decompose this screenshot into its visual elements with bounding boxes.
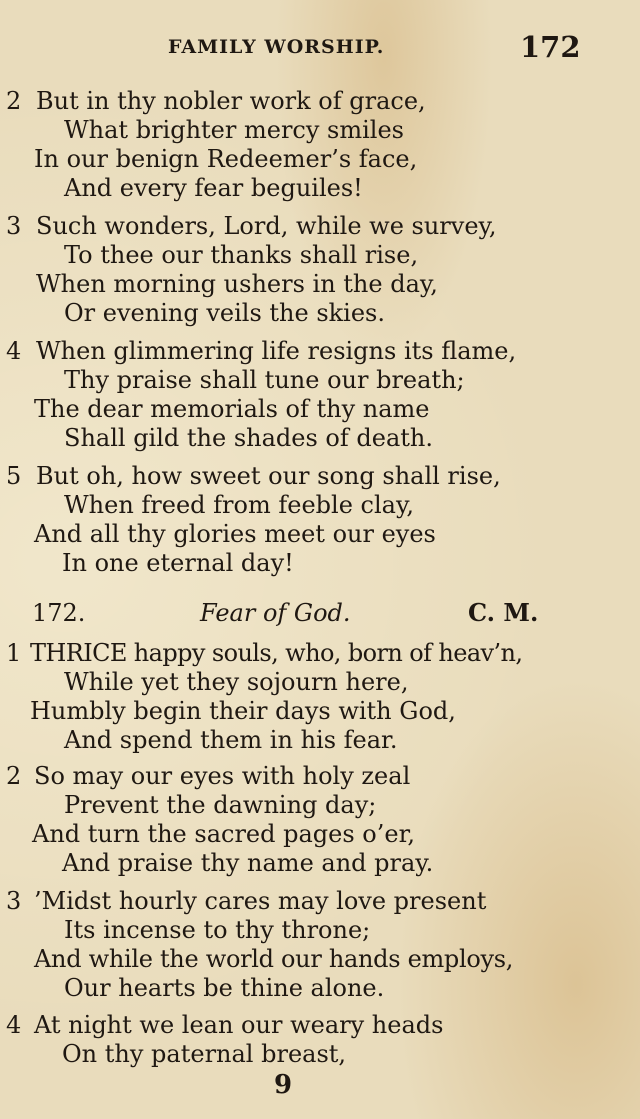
page-header bbox=[0, 28, 640, 68]
verse-line: And spend them in his fear. bbox=[64, 726, 398, 754]
running-title: FAMILY WORSHIP. bbox=[168, 36, 385, 58]
hymn-meter: C. M. bbox=[468, 598, 539, 627]
verse-line: But in thy nobler work of grace, bbox=[36, 87, 426, 115]
signature-mark: 9 bbox=[274, 1070, 293, 1100]
hymn-heading bbox=[0, 598, 640, 630]
stanza-number: 2 bbox=[6, 87, 22, 115]
verse-line: So may our eyes with holy zeal bbox=[34, 762, 411, 790]
verse-line: At night we lean our weary heads bbox=[34, 1011, 444, 1039]
verse-line: To thee our thanks shall rise, bbox=[64, 241, 419, 269]
stanza-number: 3 bbox=[6, 887, 22, 915]
hymn-title: Fear of God. bbox=[200, 599, 351, 627]
verse-line: And every fear beguiles! bbox=[64, 174, 363, 202]
verse-line: In our benign Redeemer’s face, bbox=[34, 145, 418, 173]
verse-line: But oh, how sweet our song shall rise, bbox=[36, 462, 501, 490]
verse-line: While yet they sojourn here, bbox=[64, 668, 409, 696]
page-number: 172 bbox=[520, 30, 581, 64]
verse-line: THRICE happy souls, who, born of heav’n, bbox=[30, 639, 523, 667]
stanza-number: 4 bbox=[6, 337, 22, 365]
stanza-number: 1 bbox=[6, 639, 22, 667]
verse-line: Thy praise shall tune our breath; bbox=[64, 366, 465, 394]
verse-line: The dear memorials of thy name bbox=[34, 395, 430, 423]
hymn-number: 172. bbox=[32, 599, 86, 627]
stanza-number: 5 bbox=[6, 462, 22, 490]
verse-line: Its incense to thy throne; bbox=[64, 916, 371, 944]
verse-line: And turn the sacred pages o’er, bbox=[32, 820, 416, 848]
verse-line: When freed from feeble clay, bbox=[64, 491, 414, 519]
stanza-number: 3 bbox=[6, 212, 22, 240]
stanza-number: 2 bbox=[6, 762, 22, 790]
verse-line: On thy paternal breast, bbox=[62, 1040, 347, 1068]
verse-line: Our hearts be thine alone. bbox=[64, 974, 385, 1002]
verse-line: When glimmering life resigns its flame, bbox=[36, 337, 517, 365]
verse-line: Such wonders, Lord, while we survey, bbox=[36, 212, 497, 240]
verse-line: Humbly begin their days with God, bbox=[30, 697, 456, 725]
verse-line: Prevent the dawning day; bbox=[64, 791, 377, 819]
verse-line: Shall gild the shades of death. bbox=[64, 424, 433, 452]
verse-line: And while the world our hands employs, bbox=[34, 945, 514, 973]
verse-line: When morning ushers in the day, bbox=[36, 270, 438, 298]
verse-line: In one eternal day! bbox=[62, 549, 294, 577]
verse-line: And all thy glories meet our eyes bbox=[34, 520, 436, 548]
stanza-number: 4 bbox=[6, 1011, 22, 1039]
verse-line: And praise thy name and pray. bbox=[62, 849, 434, 877]
verse-line: ’Midst hourly cares may love present bbox=[34, 887, 487, 915]
verse-line: What brighter mercy smiles bbox=[64, 116, 404, 144]
verse-line: Or evening veils the skies. bbox=[64, 299, 385, 327]
